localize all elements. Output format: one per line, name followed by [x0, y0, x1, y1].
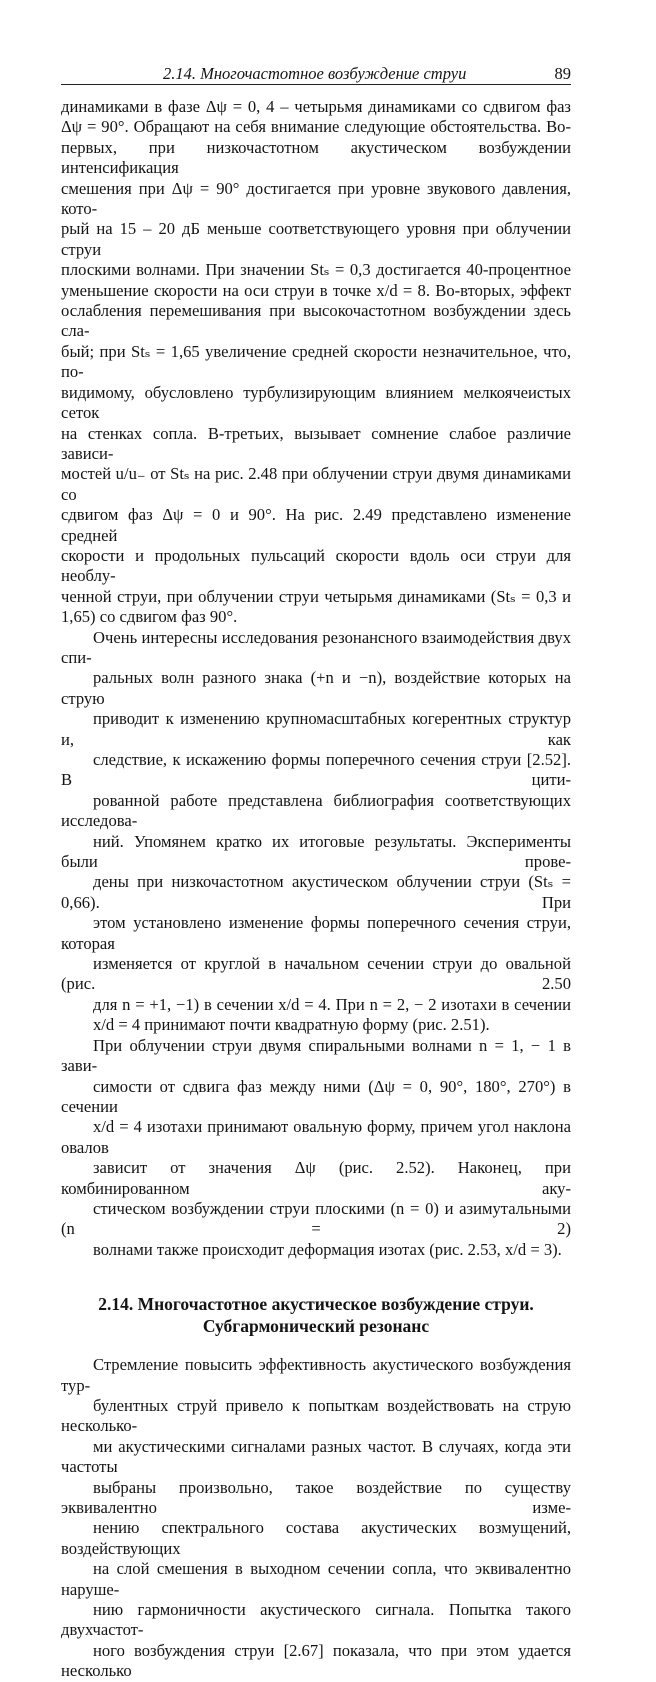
- text-line: зависит от значения Δψ (рис. 2.52). Наконец, при комбинированном аку-: [61, 1158, 571, 1198]
- text-line: динамиками в фазе Δψ = 0, 4 – четырьмя динамиками со сдвигом фаз: [61, 97, 571, 116]
- text-line: рованной работе представлена библиография соответствующих исследова-: [61, 790, 571, 831]
- text-line: следствие, к искажению формы поперечного сечения струи [2.52]. В цити-: [61, 750, 571, 790]
- text-line: волнами также происходит деформация изотах (рис. 2.53, x/d = 3).: [93, 1239, 562, 1259]
- running-title: 2.14. Многочастотное возбуждение струи: [163, 64, 467, 83]
- text-line: приводит к изменению крупномасштабных когерентных структур и, как: [61, 709, 571, 749]
- running-header: [61, 62, 571, 85]
- section-heading-line-2: Субгармонический резонанс: [202, 1316, 430, 1337]
- text-line: При облучении струи двумя спиральными волнами n = 1, − 1 в зави-: [61, 1035, 571, 1076]
- text-line: этом установлено изменение формы поперечного сечения струи, которая: [61, 913, 571, 953]
- text-line: нению спектрального состава акустических возмущений, воздействующих: [61, 1518, 571, 1558]
- body-text: [61, 97, 571, 1682]
- text-line: уменьшение скорости на оси струи в точке x/d = 8. Во-вторых, эффект: [61, 280, 571, 300]
- paragraph-1: [61, 97, 571, 628]
- section-heading: [61, 1293, 571, 1337]
- text-line: бый; при Stₛ = 1,65 увеличение средней скорости незначительное, что, по-: [61, 341, 571, 382]
- text-line: нию гармоничности акустического сигнала. Попытка такого двухчастот-: [61, 1600, 571, 1640]
- text-line: плоскими волнами. При значении Stₛ = 0,3 достигается 40-процентное: [61, 260, 571, 280]
- text-line: Стремление повысить эффективность акустического возбуждения тур-: [61, 1355, 571, 1395]
- text-line: Δψ = 90°. Обращают на себя внимание следующие обстоятельства. Во-: [61, 117, 571, 137]
- paragraph-3: [61, 1036, 571, 1260]
- text-line: ослабления перемешивания при высокочастотном возбуждении здесь сла-: [61, 301, 571, 341]
- text-line: ного возбуждения струи [2.67] показала, что при этом удается несколько: [61, 1640, 571, 1681]
- page-number: 89: [554, 64, 571, 83]
- text-line: ми акустическими сигналами разных частот. В случаях, когда эти частоты: [61, 1436, 571, 1477]
- text-line: x/d = 4 принимают почти квадратную форму (рис. 2.51).: [93, 1015, 490, 1035]
- text-line: ральных волн разного знака (+n и −n), воздействие которых на струю: [61, 668, 571, 708]
- text-line: первых, при низкочастотном акустическом возбуждении интенсификация: [61, 137, 571, 178]
- text-line: ченной струи, при облучении струи четырьмя динамиками (Stₛ = 0,3 и: [61, 586, 571, 606]
- text-line: дены при низкочастотном акустическом облучении струи (Stₛ = 0,66). При: [61, 872, 571, 912]
- text-line: x/d = 4 изотахи принимают овальную форму, причем угол наклона овалов: [61, 1117, 571, 1157]
- text-line: сдвигом фаз Δψ = 0 и 90°. На рис. 2.49 представлено изменение средней: [61, 505, 571, 545]
- text-line: смешения при Δψ = 90° достигается при уровне звукового давления, кото-: [61, 178, 571, 219]
- text-line: скорости и продольных пульсаций скорости вдоль оси струи для необлу-: [61, 545, 571, 586]
- text-line: видимому, обусловлено турбулизирующим влиянием мелкоячеистых сеток: [61, 382, 571, 423]
- text-line: на стенках сопла. В-третьих, вызывает сомнение слабое различие зависи-: [61, 423, 571, 463]
- text-line: на слой смешения в выходном сечении сопла, что эквивалентно наруше-: [61, 1559, 571, 1599]
- text-line: 1,65) со сдвигом фаз 90°.: [61, 607, 238, 627]
- text-line: выбраны произвольно, такое воздействие по существу эквивалентно изме-: [61, 1477, 571, 1517]
- paragraph-2: [61, 628, 571, 1036]
- text-line: мостей u/u₋ от Stₛ на рис. 2.48 при облучении струи двумя динамиками со: [61, 464, 571, 504]
- text-line: Очень интересны исследования резонансного взаимодействия двух спи-: [61, 627, 571, 667]
- text-line: изменяется от круглой в начальном сечении струи до овальной (рис. 2.50: [61, 954, 571, 994]
- text-line: рый на 15 – 20 дБ меньше соответствующего уровня при облучении струи: [61, 219, 571, 259]
- text-line: булентных струй привело к попыткам воздействовать на струю несколько-: [61, 1395, 571, 1436]
- text-line: стическом возбуждении струи плоскими (n = 0) и азимутальными (n = 2): [61, 1198, 571, 1239]
- text-line: ний. Упомянем кратко их итоговые результаты. Эксперименты были прове-: [61, 831, 571, 872]
- paragraph-4: [61, 1355, 571, 1682]
- section-heading-line-1: 2.14. Многочастотное акустическое возбуждение струи.: [98, 1294, 534, 1315]
- text-line: для n = +1, −1) в сечении x/d = 4. При n = 2, − 2 изотахи в сечении: [93, 994, 571, 1014]
- text-line: симости от сдвига фаз между ними (Δψ = 0, 90°, 180°, 270°) в сечении: [61, 1076, 571, 1116]
